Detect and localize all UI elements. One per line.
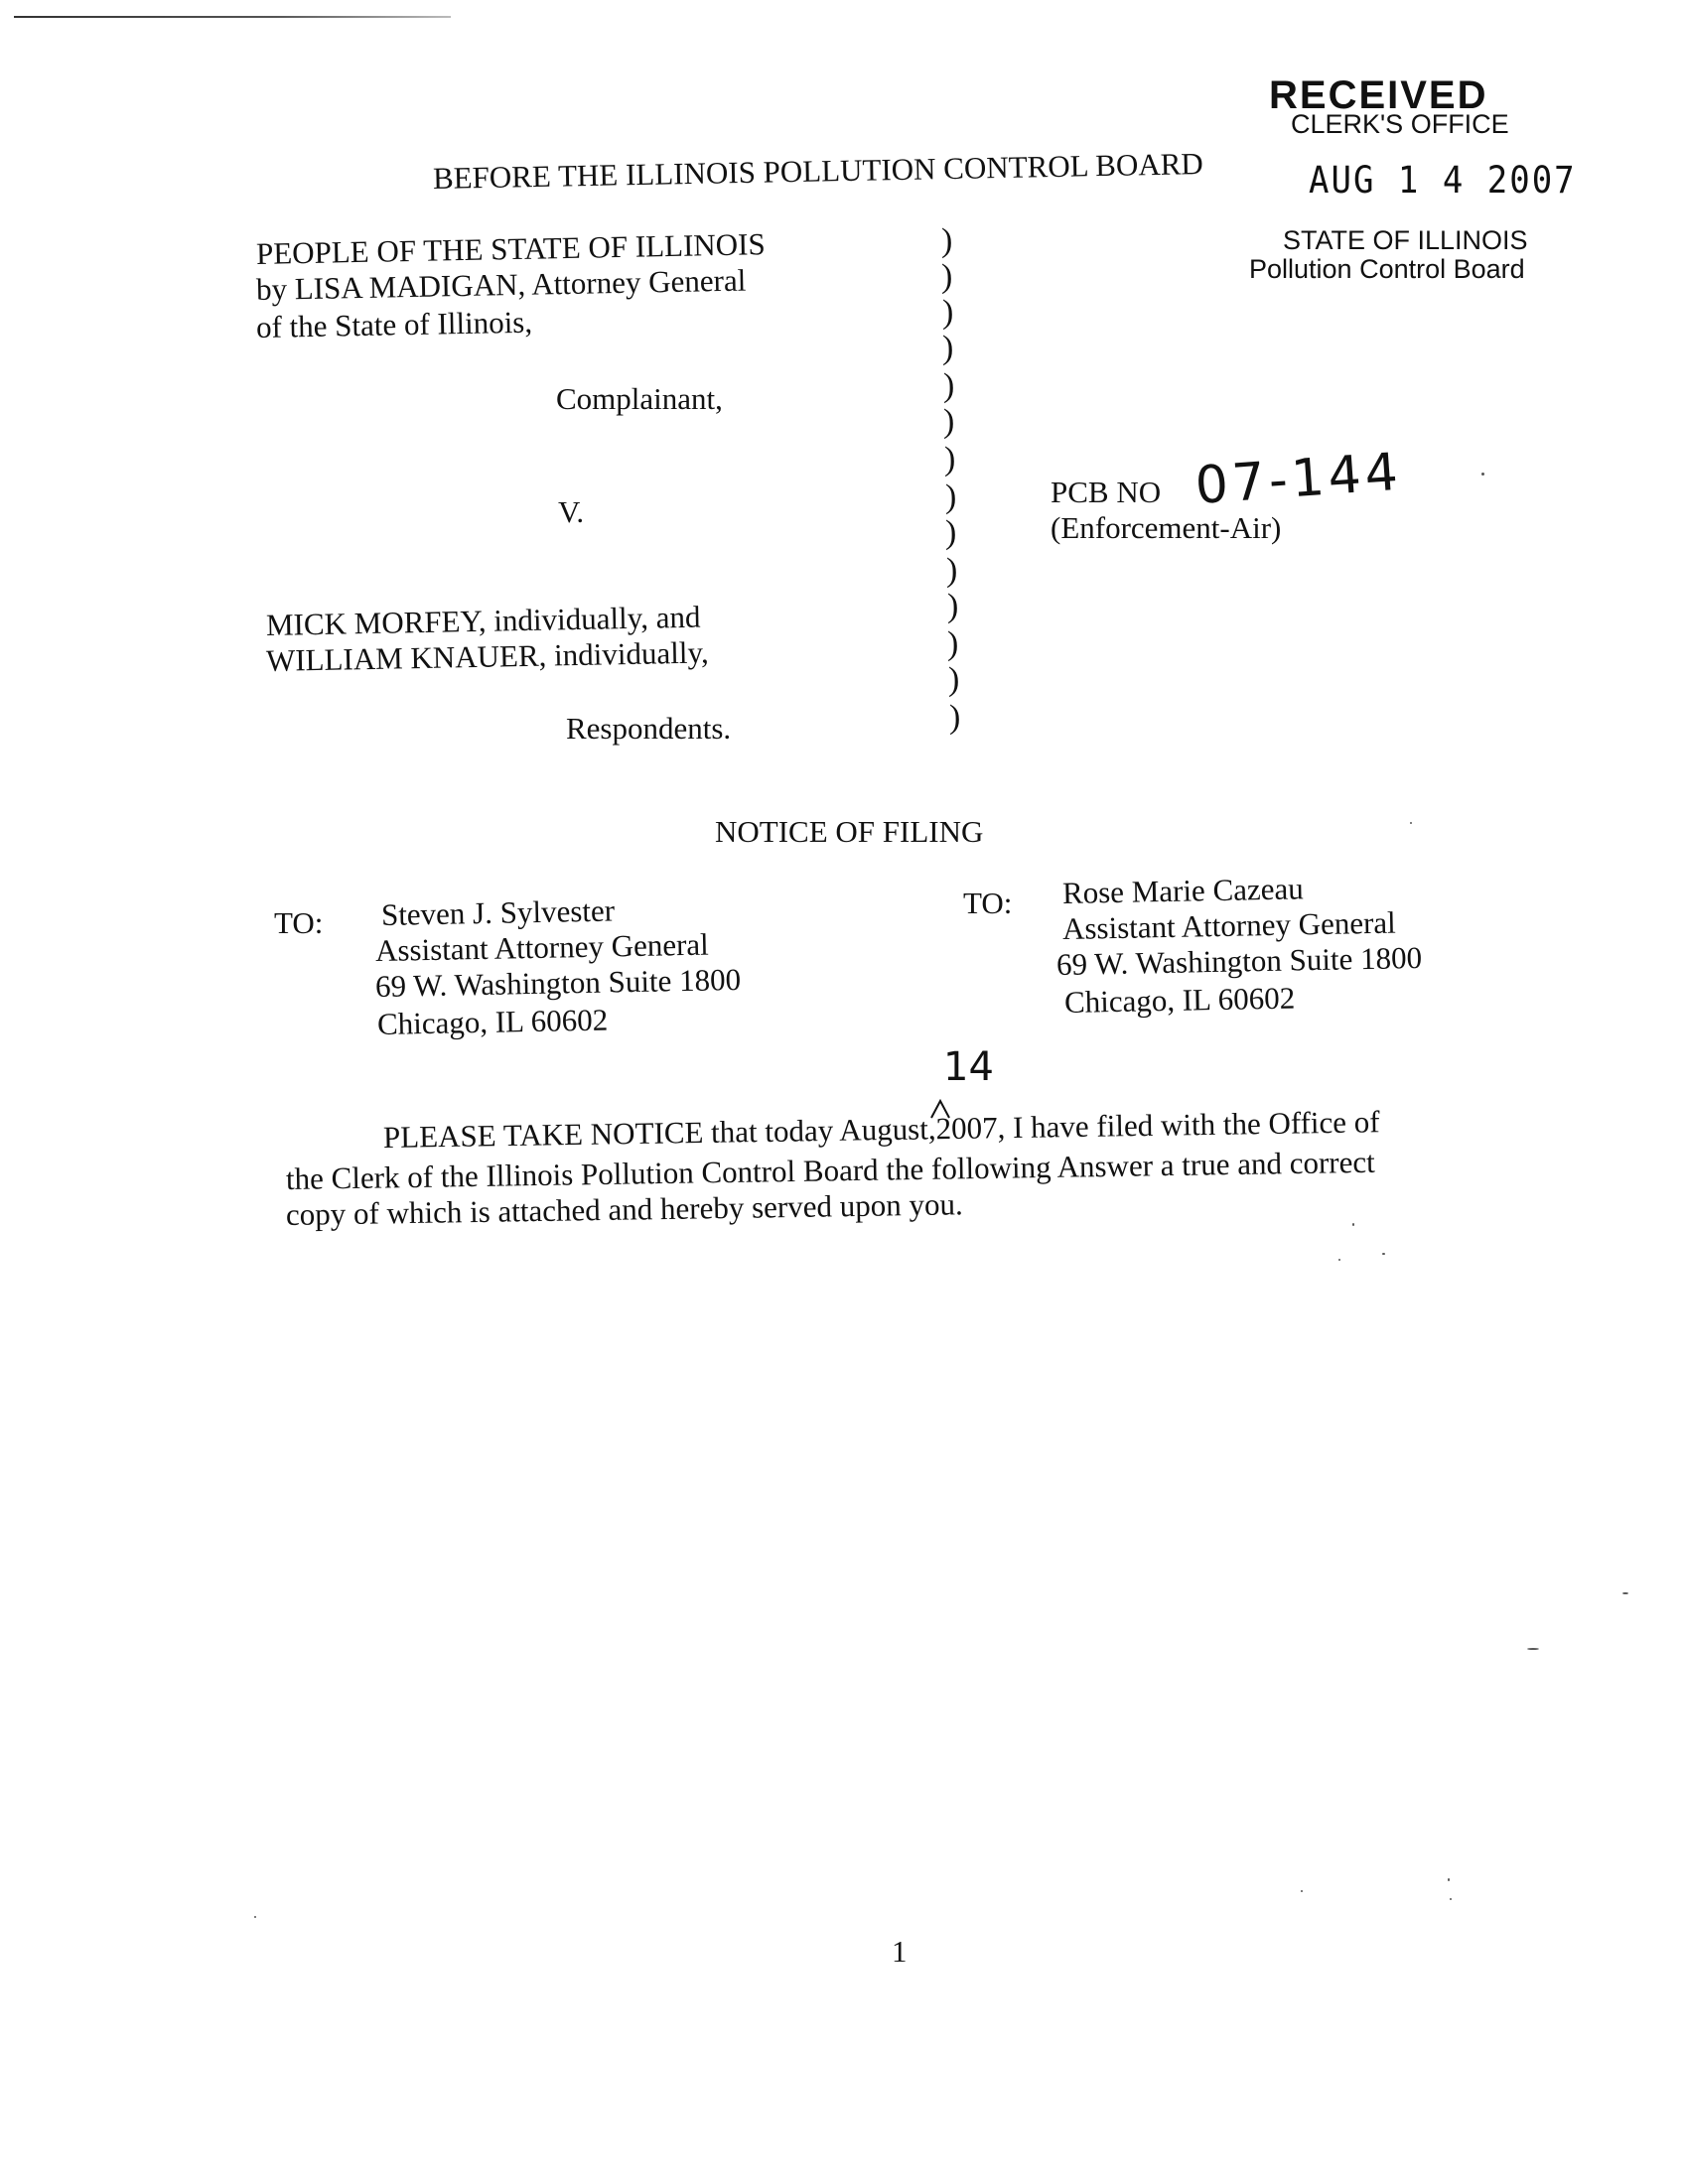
respondent-role: Respondents. <box>566 711 732 746</box>
recipient-2-city: Chicago, IL 60602 <box>1063 980 1296 1020</box>
recipient-1-city: Chicago, IL 60602 <box>376 1002 609 1041</box>
respondent-line-1: MICK MORFEY, individually, and <box>265 599 701 642</box>
complainant-line-2: by LISA MADIGAN, Attorney General <box>255 262 747 307</box>
scan-speck <box>1301 1890 1303 1892</box>
handwritten-day-insert: 14 <box>943 1044 994 1090</box>
complainant-role: Complainant, <box>556 381 723 416</box>
respondent-line-2: WILLIAM KNAUER, individually, <box>265 634 709 678</box>
recipient-1-title: Assistant Attorney General <box>374 926 710 968</box>
complainant-line-3: of the State of Illinois, <box>255 304 533 344</box>
scan-speck <box>1527 1648 1539 1650</box>
scan-speck <box>1382 1253 1385 1255</box>
scan-artifact-line <box>14 16 451 18</box>
scan-speck <box>1450 1898 1452 1900</box>
case-type: (Enforcement-Air) <box>1051 510 1282 545</box>
scan-speck <box>1481 473 1484 476</box>
scan-speck <box>1338 1259 1340 1261</box>
notice-body-line-2: the Clerk of the Illinois Pollution Control Board the following Answer a true and correct <box>285 1144 1375 1196</box>
scan-speck <box>1410 822 1412 824</box>
recipient-2-to-label: TO: <box>963 886 1013 920</box>
case-number-label: PCB NO <box>1051 475 1162 509</box>
scan-speck <box>1448 1878 1450 1881</box>
recipient-1-to-label: TO: <box>274 905 324 940</box>
versus-label: V. <box>558 494 585 529</box>
recipient-1-address: 69 W. Washington Suite 1800 <box>374 961 742 1004</box>
recipient-1-name: Steven J. Sylvester <box>380 892 616 932</box>
page-number: 1 <box>892 1934 908 1969</box>
scan-speck <box>1622 1592 1628 1594</box>
received-date-stamp: AUG 1 4 2007 <box>1309 159 1577 203</box>
board-stamp: Pollution Control Board <box>1249 254 1525 284</box>
scan-speck <box>1352 1223 1354 1226</box>
notice-body-line-3: copy of which is attached and hereby served upon you. <box>285 1186 963 1232</box>
recipient-2-address: 69 W. Washington Suite 1800 <box>1055 939 1423 982</box>
case-number-handwritten: 07-144 <box>1193 442 1404 516</box>
received-stamp: RECEIVED <box>1269 73 1488 117</box>
document-title: BEFORE THE ILLINOIS POLLUTION CONTROL BOARD <box>432 146 1204 196</box>
scan-speck <box>254 1916 256 1918</box>
notice-title: NOTICE OF FILING <box>715 814 984 849</box>
recipient-2-name: Rose Marie Cazeau <box>1061 871 1305 910</box>
recipient-2-title: Assistant Attorney General <box>1061 904 1397 946</box>
complainant-line-1: PEOPLE OF THE STATE OF ILLINOIS <box>255 226 767 271</box>
state-stamp: STATE OF ILLINOIS <box>1283 225 1528 255</box>
clerks-office-stamp: CLERK'S OFFICE <box>1291 109 1509 139</box>
notice-body-line-1: PLEASE TAKE NOTICE that today August,2007, I have filed with the Office of <box>382 1104 1380 1155</box>
